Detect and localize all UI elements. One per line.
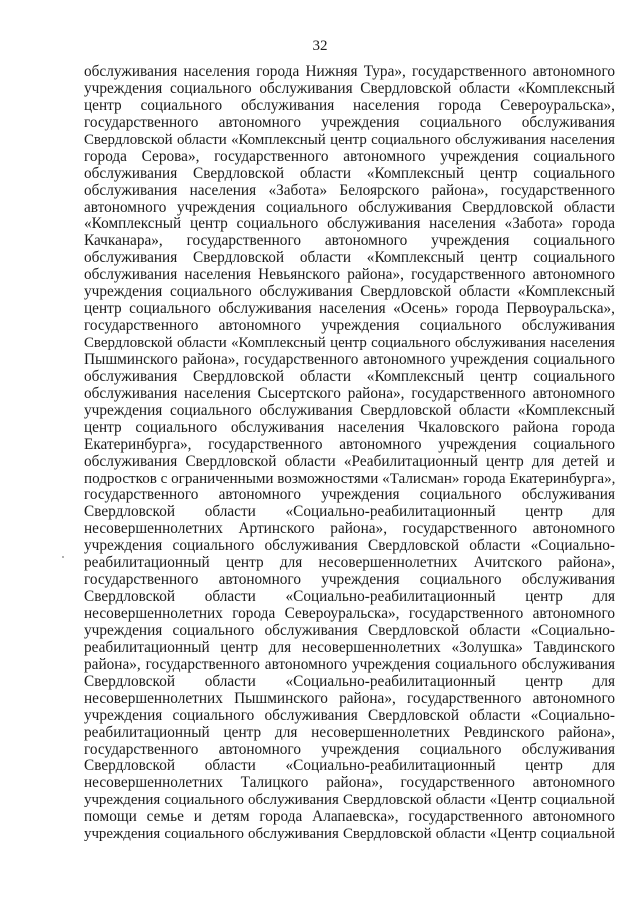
text-line: Свердловской области «Социально-реабилитационный центр для <box>84 758 615 775</box>
text-line: города Серова», государственного автономного учреждения социального <box>84 148 615 165</box>
text-line: государственного автономного учреждения социального обслуживания <box>84 572 615 589</box>
text-line: несовершеннолетних города Североуральска», государственного автономного <box>84 606 615 622</box>
text-line: центр социального обслуживания населения Чкаловского района города <box>84 419 615 436</box>
text-line: государственного автономного учреждения социального обслуживания <box>84 318 615 335</box>
text-line: учреждения социального обслуживания Свердловской области «Социально- <box>84 707 615 724</box>
text-line: автономного учреждения социального обслуживания Свердловской области <box>84 199 615 216</box>
text-line: реабилитационный центр для несовершеннолетних «Золушка» Тавдинского <box>84 639 615 656</box>
text-line: обслуживания Свердловской области «Комплексный центр социального <box>84 368 615 385</box>
text-line: обслуживания населения Сысертского района», государственного автономного <box>84 385 615 402</box>
text-line: Свердловской области «Социально-реабилитационный центр для <box>84 504 615 521</box>
text-line: обслуживания Свердловской области «Реабилитационный центр для детей и <box>84 453 615 470</box>
text-line: несовершеннолетних Артинского района», государственного автономного <box>84 521 615 538</box>
text-line: государственного автономного учреждения социального обслуживания <box>84 114 615 131</box>
text-line: учреждения социального обслуживания Свердловской области «Комплексный <box>84 284 615 301</box>
text-line: обслуживания Свердловской области «Комплексный центр социального <box>84 165 615 182</box>
margin-mark <box>62 556 64 558</box>
body-text <box>84 64 615 843</box>
text-line: центр социального обслуживания населения «Осень» города Первоуральска», <box>84 301 615 318</box>
text-line: обслуживания населения города Нижняя Тура», государственного автономного <box>84 64 615 80</box>
text-line: Свердловской области «Комплексный центр социального обслуживания населения <box>84 335 615 351</box>
text-line: учреждения социального обслуживания Свердловской области «Социально- <box>84 538 615 555</box>
text-line: Пышминского района», государственного автономного учреждения социального <box>84 351 615 368</box>
text-line: обслуживания населения «Забота» Белоярского района», государственного <box>84 182 615 199</box>
text-line: государственного автономного учреждения социального обслуживания <box>84 487 615 504</box>
text-line: центр социального обслуживания населения города Североуральска», <box>84 97 615 114</box>
text-line: учреждения социального обслуживания Свердловской области «Центр социальной <box>84 792 615 809</box>
text-line: учреждения социального обслуживания Свердловской области «Комплексный <box>84 80 615 97</box>
text-line: Свердловской области «Комплексный центр социального обслуживания населения <box>84 131 615 148</box>
text-line: несовершеннолетних Пышминского района», государственного автономного <box>84 690 615 707</box>
text-line: реабилитационный центр для несовершеннолетних Ревдинского района», <box>84 724 615 741</box>
text-line: Екатеринбурга», государственного автономного учреждения социального <box>84 436 615 453</box>
text-line: «Комплексный центр социального обслуживания населения «Забота» города <box>84 216 615 233</box>
text-line: учреждения социального обслуживания Свердловской области «Комплексный <box>84 402 615 419</box>
text-line: государственного автономного учреждения социального обслуживания <box>84 741 615 758</box>
text-line: обслуживания населения Невьянского района», государственного автономного <box>84 267 615 284</box>
text-line: Свердловской области «Социально-реабилитационный центр для <box>84 589 615 606</box>
text-line: района», государственного автономного учреждения социального обслуживания <box>84 656 615 673</box>
text-line: несовершеннолетних Талицкого района», государственного автономного <box>84 775 615 792</box>
text-line: помощи семье и детям города Алапаевска», государственного автономного <box>84 809 615 826</box>
text-line: Свердловской области «Социально-реабилитационный центр для <box>84 673 615 690</box>
text-line: учреждения социального обслуживания Свердловской области «Центр социальной <box>84 826 615 843</box>
text-line: подростков с ограниченными возможностями «Талисман» города Екатеринбурга», <box>84 470 615 487</box>
text-line: учреждения социального обслуживания Свердловской области «Социально- <box>84 622 615 639</box>
text-line: Качканара», государственного автономного учреждения социального <box>84 233 615 250</box>
text-line: обслуживания Свердловской области «Комплексный центр социального <box>84 250 615 267</box>
page-number: 32 <box>312 38 328 54</box>
text-line: реабилитационный центр для несовершеннолетних Ачитского района», <box>84 555 615 572</box>
